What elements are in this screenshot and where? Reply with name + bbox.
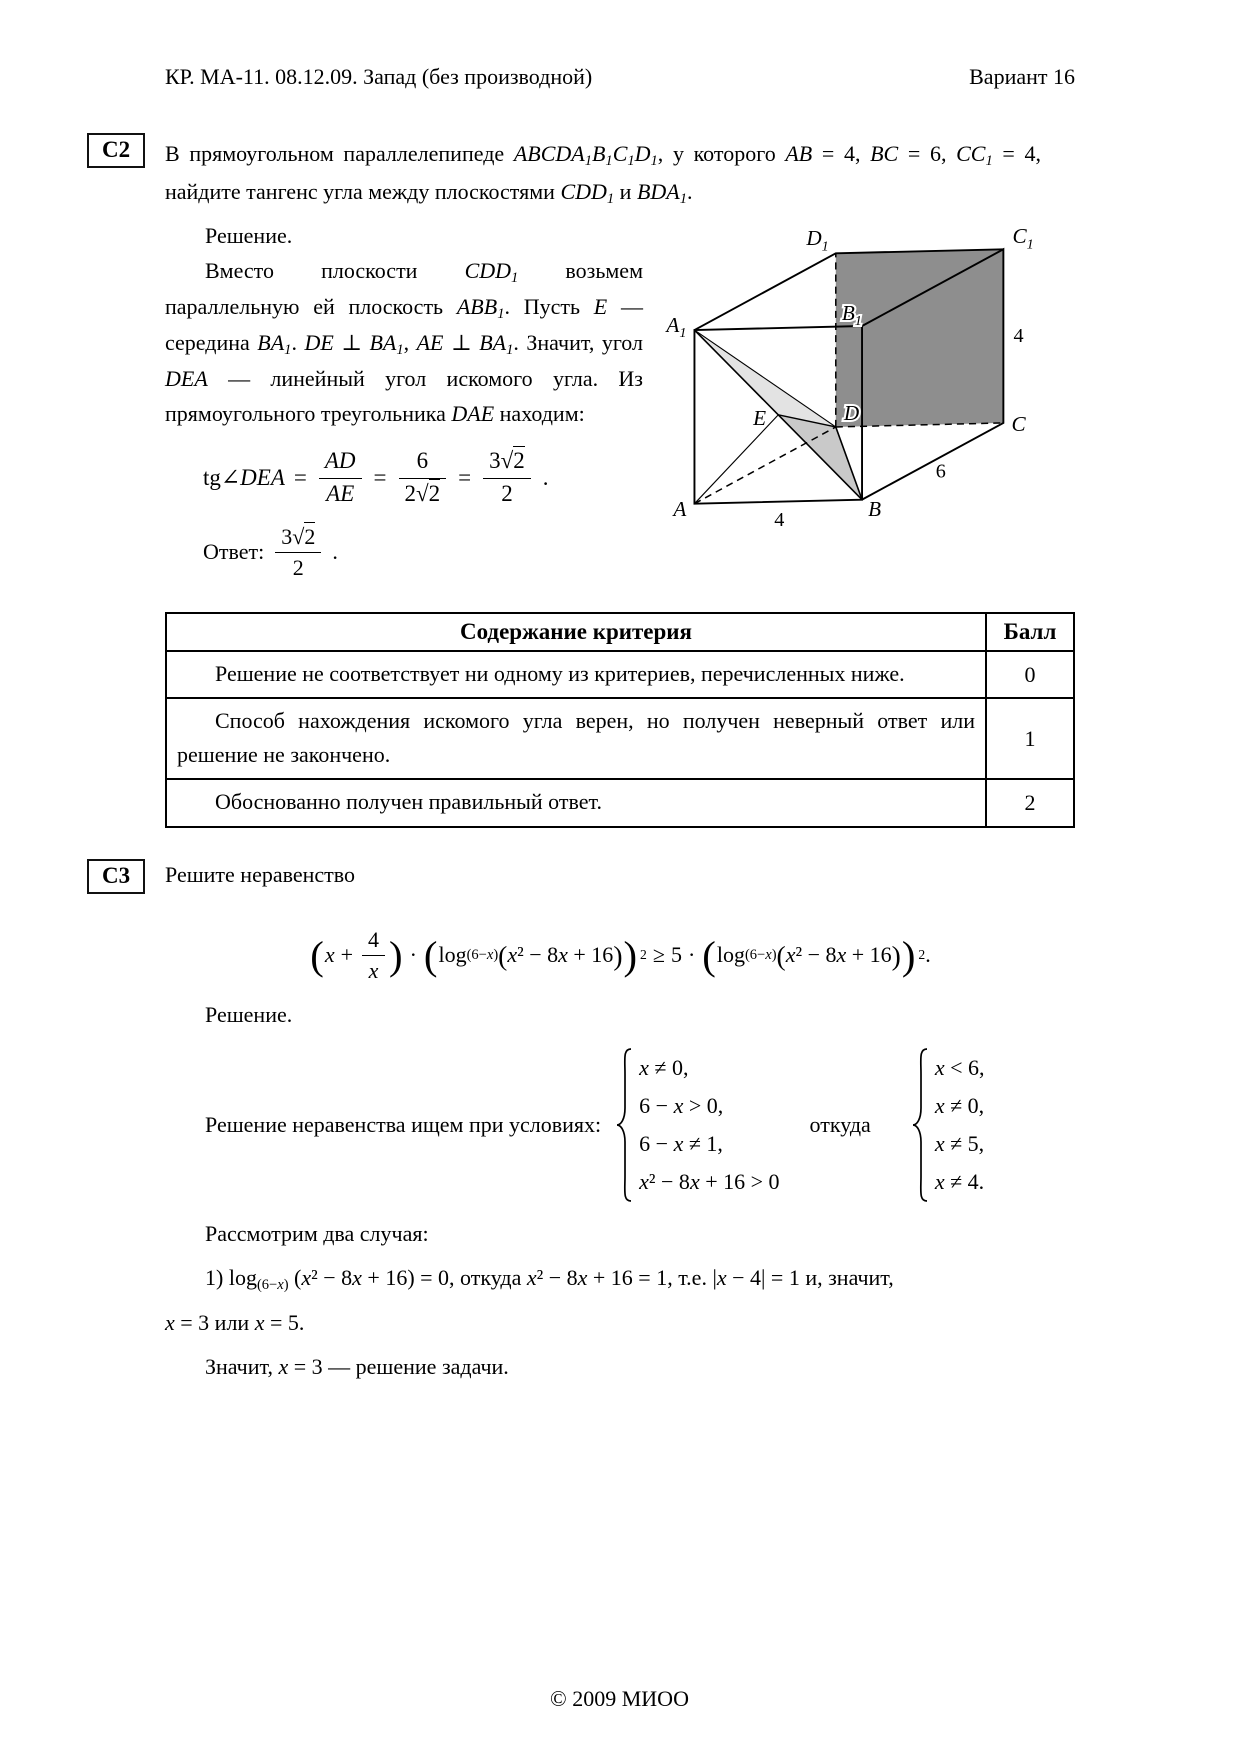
otkuda-word: откуда — [809, 1112, 871, 1138]
log-argument: x² − 8x + 16 — [785, 942, 892, 968]
var-x: x — [324, 942, 335, 968]
vertex-label-d: D — [843, 401, 860, 426]
system-1 — [615, 1046, 779, 1204]
c2-statement: В прямоугольном параллелепипеде ABCDA1B1C1D1, у которого AB = 4, BC = 6, CC1 = 4, найдите тангенс угла между плоскостями CDD1 и BDA1. — [165, 141, 1041, 207]
criteria-content-0: Решение не соответствует ни одному из критериев, перечисленных ниже. — [166, 651, 986, 698]
dim-height-label: 4 — [1013, 325, 1024, 348]
table-row — [166, 779, 1074, 826]
log-word: log — [716, 942, 745, 968]
log-argument: x² − 8x + 16 — [507, 942, 614, 968]
brace-icon — [911, 1046, 929, 1204]
system-1-rows — [639, 1052, 779, 1198]
c3-case1-continuation: x = 3 или x = 5. — [165, 1310, 305, 1336]
condition: 6 − x ≠ 1, — [639, 1131, 723, 1157]
equals-sign: = — [458, 465, 472, 491]
page-header — [165, 64, 1075, 90]
table-row — [166, 651, 1074, 698]
geq-sign: ≥ — [652, 942, 665, 968]
criteria-score-1: 1 — [986, 698, 1074, 779]
vertex-label-a: A — [673, 496, 687, 521]
c3-cases-heading: Рассмотрим два случая: — [205, 1221, 429, 1247]
condition: x < 6, — [934, 1055, 985, 1081]
condition: 6 − x > 0, — [639, 1093, 724, 1119]
cdot: · — [687, 942, 696, 968]
c3-conditions — [165, 1046, 1075, 1204]
vertex-label-c: C — [1011, 412, 1026, 437]
vertex-label-a1: $A_1$ — [666, 313, 687, 342]
system-2 — [911, 1046, 985, 1204]
c2-solution-heading: Решение. — [205, 223, 293, 249]
condition: x ≠ 0, — [639, 1055, 689, 1081]
plus-sign: + — [340, 942, 354, 968]
answer-label: Ответ: — [203, 539, 265, 565]
c3-solution-heading: Решение. — [205, 1001, 293, 1027]
period: . — [542, 465, 549, 491]
criteria-table — [165, 612, 1075, 828]
answer-fraction: $\frac{3√2}{2}$ — [275, 523, 321, 582]
dim-width-label: 4 — [774, 509, 785, 532]
c3-case1: 1) log(6−x) (x² − 8x + 16) = 0, откуда x² − 8x + 16 = 1, т.е. |x − 4| = 1 и, значит, — [205, 1264, 894, 1293]
fraction-4-x: $\frac{4}{x}$ — [362, 926, 385, 985]
condition: x ≠ 0, — [934, 1093, 985, 1119]
criteria-header-row — [166, 613, 1074, 651]
criteria-score-2: 2 — [986, 779, 1074, 826]
vertex-label-b: B — [868, 496, 882, 521]
c3-conclusion: Значит, x = 3 — решение задачи. — [205, 1354, 509, 1380]
header-left: КР. МА-11. 08.12.09. Запад (без производной) — [165, 64, 593, 89]
vertex-label-e: E — [753, 406, 767, 431]
c3-inequality: ( x + $\frac{4}{x}$ ) · ( log (6−x) ( x² − 8x + 16 ) ) 2 ≥ 5 · ( log (6−x) ( x² − 8x + 16 ) ) 2 . — [310, 926, 931, 984]
table-row — [166, 698, 1074, 779]
c3-intro: Решите неравенство — [165, 861, 356, 887]
period: . — [332, 539, 338, 565]
c2-solution-paragraph: Вместо плоскости CDD1 возьмем параллельную ей плоскость ABB1. Пусть E — середина BA1. DE ⊥ BA1, AE ⊥ BA1. Значит, угол DEA — линейный угол искомого угла. Из прямоугольного треугольника DAE находим: — [165, 257, 643, 426]
problem-c3 — [102, 861, 1075, 902]
cdot: · — [409, 942, 417, 968]
header-right: Вариант 16 — [969, 64, 1075, 89]
c2-solution-text-column — [165, 219, 643, 582]
page-footer: © 2009 МИОО — [550, 1686, 689, 1711]
equals-sign: = — [293, 465, 307, 491]
exponent-2: 2 — [640, 947, 647, 963]
log-base: (6−x) — [744, 946, 777, 963]
vertex-label-b1: $B_1$ — [841, 301, 862, 330]
criteria-score-0: 0 — [986, 651, 1074, 698]
problem-label-c2: С2 — [87, 133, 145, 168]
c2-solution — [165, 219, 1075, 582]
conditions-lead: Решение неравенства ищем при условиях: — [205, 1112, 602, 1138]
criteria-content-2: Обоснованно получен правильный ответ. — [166, 779, 986, 826]
vertex-label-d1: $D_1$ — [806, 226, 829, 255]
c2-formula — [203, 447, 643, 509]
system-2-rows — [935, 1052, 985, 1198]
fraction-ad-ae: $\frac{AD}{AE}$ — [319, 447, 362, 509]
coefficient-5: 5 — [670, 942, 682, 968]
equals-sign: = — [373, 465, 387, 491]
plane-cdd1-face — [836, 249, 1004, 427]
problem-c2 — [102, 136, 1075, 211]
criteria-content-1: Способ нахождения искомого угла верен, но получен неверный ответ или решение не закончено. — [166, 698, 986, 779]
log-base: (6−x) — [466, 946, 499, 963]
condition: x ≠ 5, — [934, 1131, 985, 1157]
vertex-label-c1: $C_1$ — [1012, 224, 1034, 253]
log-word: log — [438, 942, 467, 968]
exponent-2: 2 — [918, 947, 926, 963]
dim-depth-label: 6 — [935, 460, 946, 483]
brace-icon — [615, 1046, 633, 1204]
period: . — [925, 942, 931, 968]
criteria-header-content: Содержание критерия — [166, 613, 986, 651]
formula-lhs: tg∠DEA — [203, 465, 285, 491]
c2-figure-column — [643, 219, 1075, 582]
problem-label-c3: С3 — [87, 859, 145, 894]
c2-answer — [203, 523, 643, 582]
fraction-3sqrt2-2: $\frac{3√2}{2}$ — [483, 447, 531, 509]
parallelepiped-figure — [653, 219, 1063, 537]
fraction-6-2sqrt2: $\frac{6}{2√2}$ — [399, 447, 447, 509]
criteria-header-score: Балл — [986, 613, 1074, 651]
condition: x ≠ 4. — [934, 1169, 985, 1195]
condition: x² − 8x + 16 > 0 — [639, 1169, 780, 1195]
